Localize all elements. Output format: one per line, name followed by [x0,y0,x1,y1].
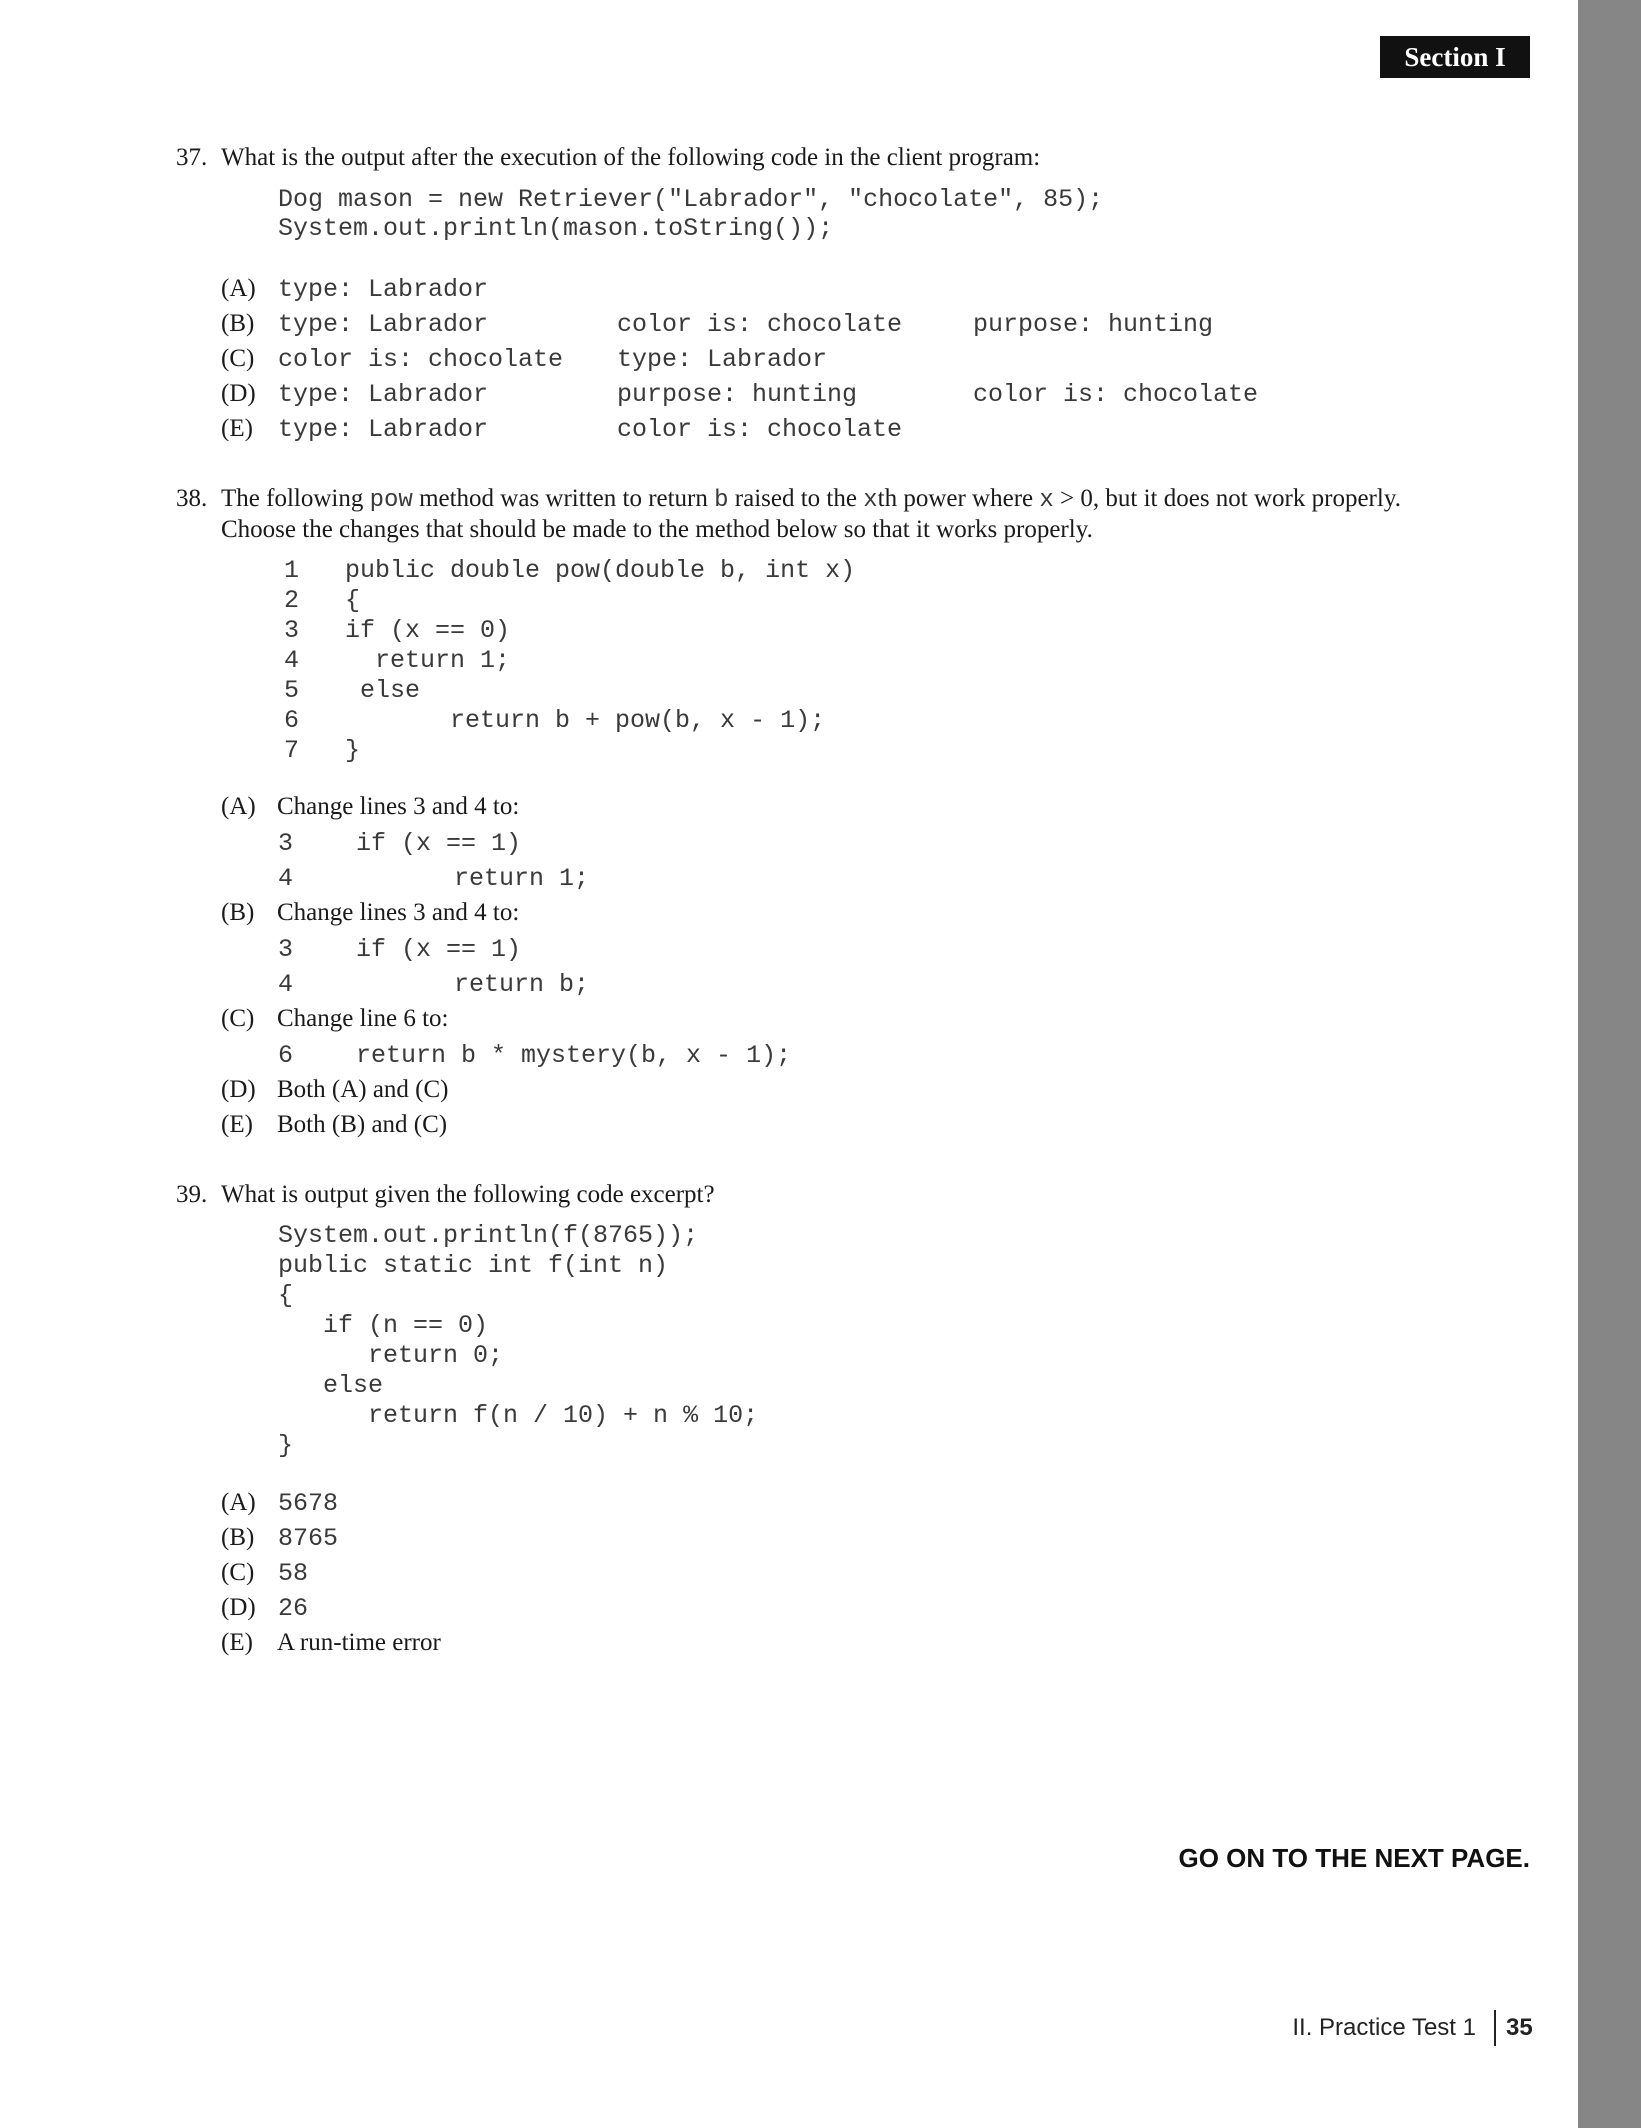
code-line: return 0; [278,1341,504,1370]
code-line: return b; [454,970,590,999]
line-number: 3 [278,829,294,858]
question-number: 38. [176,485,208,512]
choice-text: 5678 [278,1489,339,1518]
question-text: What is output given the following code excerpt? [221,1181,715,1208]
line-number: 3 [278,935,294,964]
code-line: return 1; [454,864,590,893]
code-line: { [278,1281,294,1310]
code-line: System.out.println(mason.toString()); [278,214,834,243]
choice-col-1: type: Labrador [278,415,489,444]
choice-col-1: type: Labrador [278,275,489,304]
footer-divider [1494,2010,1496,2046]
choice-letter: (D) [221,380,256,407]
line-number: 5 [284,676,300,705]
choice-letter: (A) [221,275,256,302]
code-line: if (n == 0) [278,1311,489,1340]
choice-text: Change line 6 to: [277,1005,449,1032]
choice-letter: (E) [221,1629,253,1656]
line-number: 7 [284,736,300,765]
choice-letter: (C) [221,1559,255,1586]
code-line: if (x == 0) [345,616,511,645]
chapter-label: II. Practice Test 1 [1292,2014,1476,2041]
line-number: 4 [278,970,294,999]
choice-col-2: color is: chocolate [617,310,903,339]
choice-text: Both (B) and (C) [277,1111,448,1138]
choice-col-3: color is: chocolate [973,380,1259,409]
code-line: Dog mason = new Retriever("Labrador", "chocolate", 85); [278,185,1104,214]
choice-letter: (A) [221,793,256,820]
page-edge-bar [1578,0,1641,2128]
choice-text: A run-time error [277,1629,441,1656]
choice-letter: (D) [221,1076,256,1103]
choice-letter: (B) [221,1524,255,1551]
question-number: 37. [176,144,208,171]
choice-text: 58 [278,1559,309,1588]
choice-col-1: type: Labrador [278,380,489,409]
choice-col-1: color is: chocolate [278,345,564,374]
section-label: Section I [1380,36,1530,78]
line-number: 4 [284,646,300,675]
code-line: else [345,676,421,705]
choice-letter: (E) [221,415,253,442]
choice-col-1: type: Labrador [278,310,489,339]
choice-letter: (D) [221,1594,256,1621]
choice-letter: (A) [221,1489,256,1516]
code-line: } [278,1431,294,1460]
code-line: return f(n / 10) + n % 10; [278,1401,759,1430]
question-number: 39. [176,1181,208,1208]
code-line: if (x == 1) [356,829,522,858]
choice-col-2: type: Labrador [617,345,828,374]
question-text-line-2: Choose the changes that should be made to the method below so that it works properly. [221,516,1093,543]
line-number: 1 [284,556,300,585]
line-number: 3 [284,616,300,645]
choice-text: Change lines 3 and 4 to: [277,793,520,820]
code-line: return 1; [345,646,511,675]
choice-letter: (C) [221,1005,255,1032]
choice-text: Change lines 3 and 4 to: [277,899,520,926]
question-text: The following pow method was written to return b raised to the xth power where x > 0, but it does not work properly. [221,485,1401,514]
choice-text: Both (A) and (C) [277,1076,449,1103]
code-line: return b + pow(b, x - 1); [345,706,826,735]
choice-letter: (C) [221,345,255,372]
code-line: return b * mystery(b, x - 1); [356,1041,792,1070]
line-number: 6 [284,706,300,735]
code-line: System.out.println(f(8765)); [278,1221,699,1250]
choice-text: 26 [278,1594,309,1623]
line-number: 4 [278,864,294,893]
page-number: 35 [1506,2014,1533,2041]
next-page-notice: GO ON TO THE NEXT PAGE. [1178,1843,1530,1873]
question-text: What is the output after the execution of the following code in the client program: [221,144,1041,171]
choice-col-2: purpose: hunting [617,380,858,409]
code-line: } [345,736,361,765]
code-line: { [345,586,361,615]
line-number: 2 [284,586,300,615]
line-number: 6 [278,1041,294,1070]
code-line: if (x == 1) [356,935,522,964]
choice-col-3: purpose: hunting [973,310,1214,339]
code-line: public double pow(double b, int x) [345,556,856,585]
choice-letter: (B) [221,899,255,926]
choice-col-2: color is: chocolate [617,415,903,444]
choice-letter: (E) [221,1111,253,1138]
code-line: else [278,1371,384,1400]
choice-letter: (B) [221,310,255,337]
choice-text: 8765 [278,1524,339,1553]
code-line: public static int f(int n) [278,1251,669,1280]
